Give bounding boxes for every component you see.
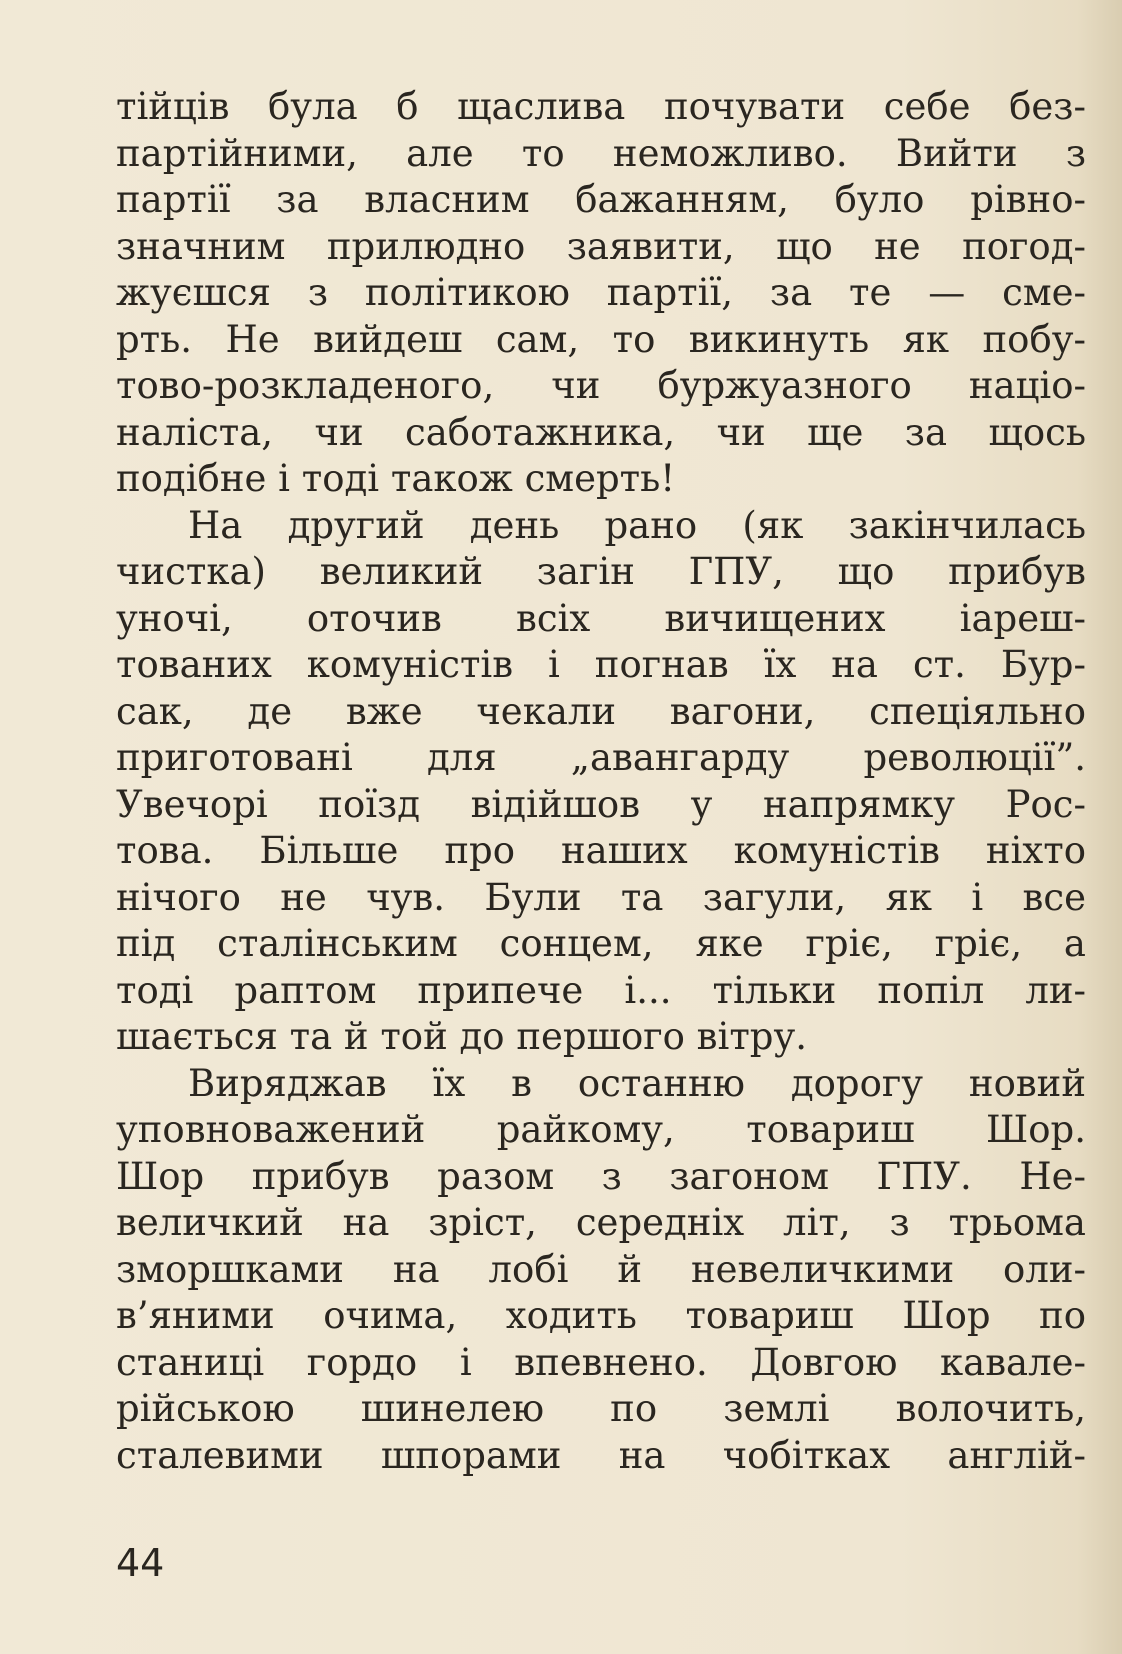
text-line: під сталінським сонцем, яке гріє, гріє, а [116, 922, 1086, 965]
text-line: шається та й той до першого вітру. [116, 1015, 808, 1058]
text-line: значним прилюдно заявити, що не погод- [116, 224, 1086, 268]
text-line: Виряджав їх в останню дорогу новий [188, 1061, 1086, 1105]
text-line: тійців була б щаслива почувати себе без- [116, 85, 1086, 128]
text-line: приготовані для „авангарду революції”. [116, 736, 1086, 779]
body-text [116, 84, 1086, 1484]
text-line: Шор прибув разом з загоном ГПУ. Не- [116, 1154, 1086, 1198]
text-line: станиці гордо і впевнено. Довгою кавале- [116, 1340, 1086, 1384]
text-line: подібне і тоді також смерть! [116, 457, 676, 500]
text-line: тово-розкладеного, чи буржуазного націо- [116, 364, 1086, 407]
text-line: величкий на зріст, середніх літ, з трьома [116, 1201, 1086, 1244]
text-line: Увечорі поїзд відійшов у напрямку Рос- [116, 782, 1086, 826]
text-line: сталевими шпорами на чобітках англій- [116, 1433, 1086, 1477]
text-line: това. Більше про наших комуністів ніхто [116, 829, 1086, 872]
text-line: уповноважений райкому, товариш Шор. [116, 1108, 1086, 1151]
text-line: зморшками на лобі й невеличкими оли- [116, 1247, 1086, 1291]
text-line: рійською шинелею по землі волочить, [116, 1387, 1086, 1430]
text-line: наліста, чи саботажника, чи ще за щось [116, 410, 1086, 454]
text-line: На другий день рано (як закінчилась [188, 503, 1086, 547]
text-line: жуєшся з політикою партії, за те — сме- [116, 271, 1086, 314]
text-line: чистка) великий загін ГПУ, що прибув [116, 550, 1086, 593]
text-line: в’яними очима, ходить товариш Шор по [116, 1294, 1086, 1337]
text-line: партії за власним бажанням, було рівно- [116, 178, 1086, 221]
text-line: нічого не чув. Були та загули, як і все [116, 875, 1086, 919]
text-line: рть. Не вийдеш сам, то викинуть як побу- [116, 317, 1086, 361]
page-number: 44 [116, 1541, 165, 1585]
text-line: тоді раптом припече і... тільки попіл ли- [116, 968, 1086, 1012]
text-line: уночі, оточив всіх вичищених іареш- [116, 596, 1086, 640]
text-line: сак, де вже чекали вагони, спеціяльно [116, 689, 1086, 733]
text-line: тованих комуністів і погнав їх на ст. Бур- [116, 643, 1086, 686]
text-line: партійними, але то неможливо. Вийти з [116, 131, 1086, 175]
